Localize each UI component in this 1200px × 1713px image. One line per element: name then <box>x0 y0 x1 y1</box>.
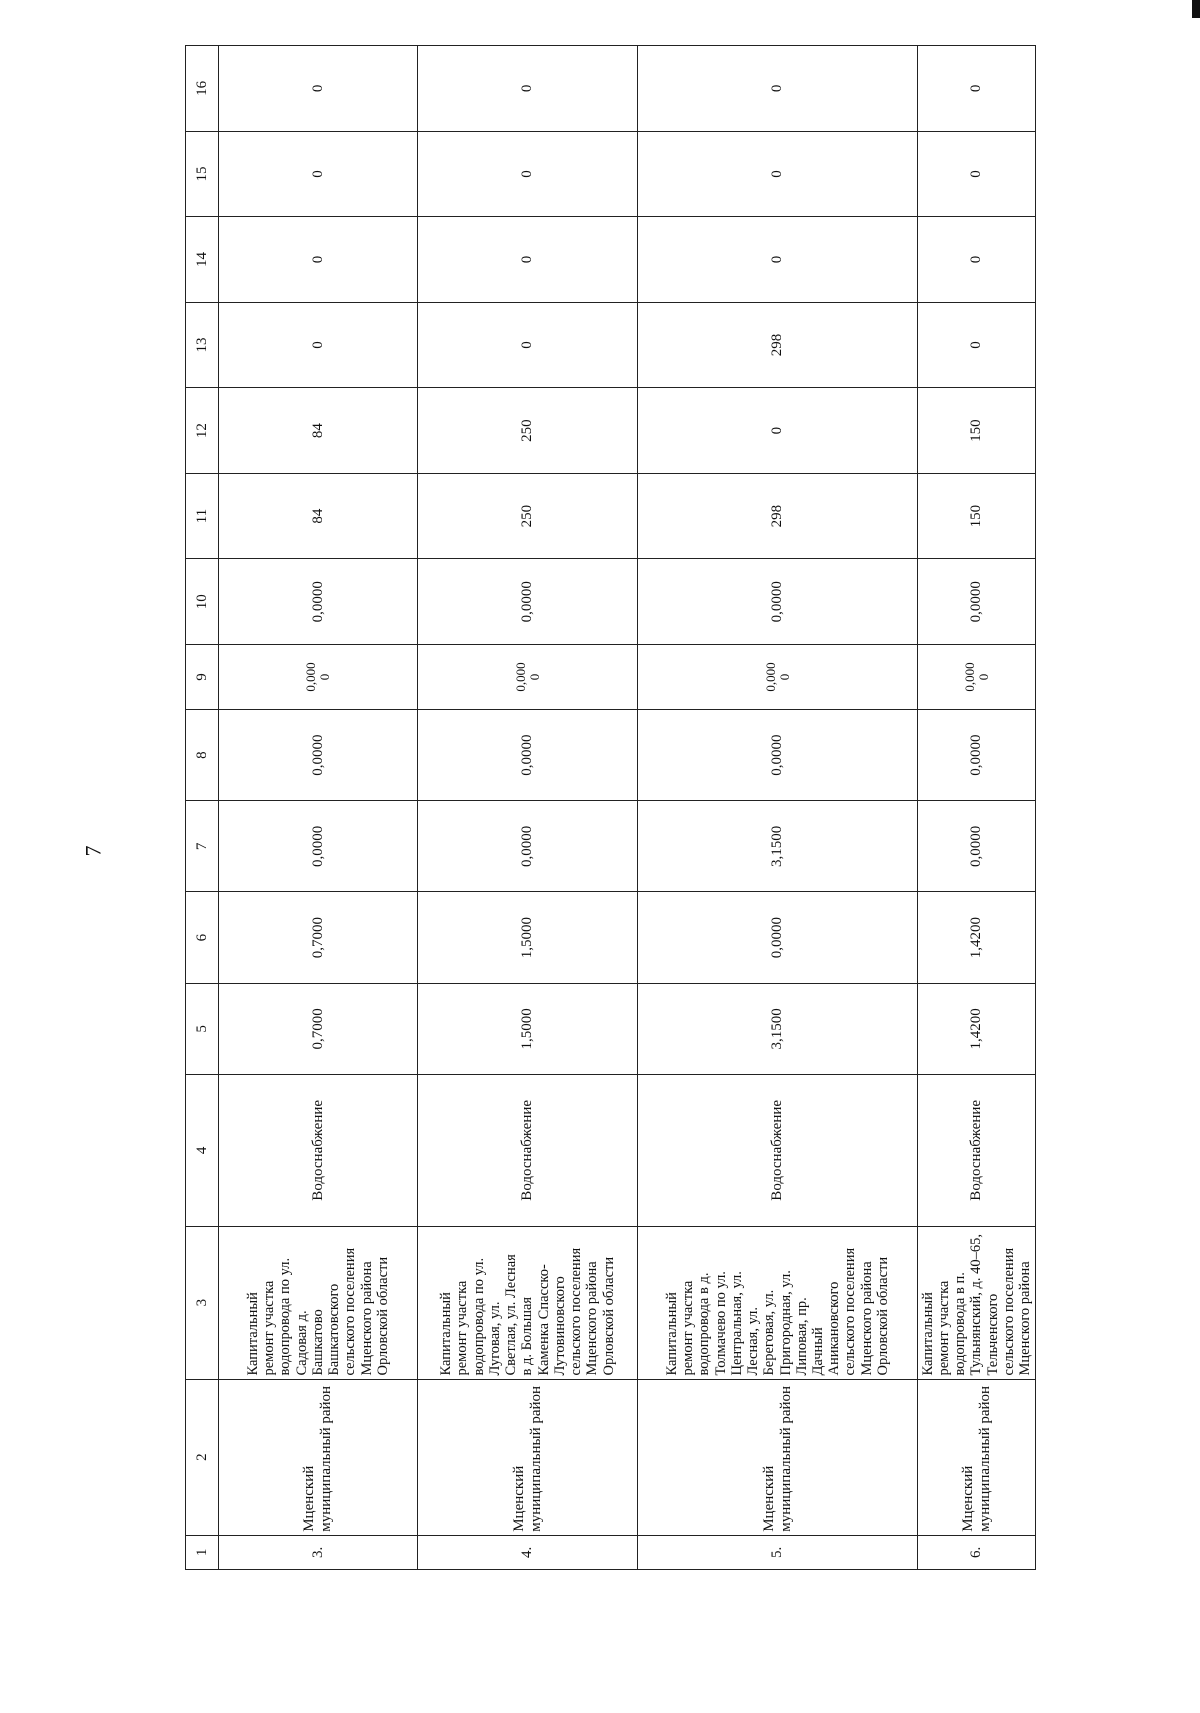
value-cell: 0 <box>418 46 638 132</box>
value-cell: 0 <box>219 217 418 303</box>
value-cell: 1,4200 <box>918 983 1036 1074</box>
value-cell: 1,5000 <box>418 892 638 983</box>
column-number-row <box>186 46 219 1570</box>
value-cell: 0,0000 <box>219 709 418 800</box>
value-cell: 0 <box>219 46 418 132</box>
rotated-table-container <box>185 45 1185 1570</box>
direction-cell: Водоснабжение <box>418 1074 638 1226</box>
value-cell: 0 <box>918 217 1036 303</box>
value-cell: 0,0000 <box>638 892 918 983</box>
value-cell: 0,0000 <box>219 801 418 892</box>
value-cell: 0,0000 <box>638 709 918 800</box>
object-name-cell: Капитальный ремонт участка водопровода в п. Тульнянский, д. 40–65, Тельченского сельского поселения Мценского района <box>918 1226 1036 1379</box>
value-cell: 0,000 0 <box>638 644 918 709</box>
value-cell: 0,0000 <box>918 709 1036 800</box>
district-cell: Мценский муниципальный район <box>638 1379 918 1535</box>
object-name-cell: Капитальный ремонт участка водопровода в д. Толмачево по ул. Центральная, ул. Лесная, ул. Береговая, ул. Пригородная, ул. Липовая, пр. Дачный Аникановского сельского поселения Мценского района Орловской области <box>638 1226 918 1379</box>
value-cell: 0,0000 <box>418 709 638 800</box>
value-cell: 0 <box>638 217 918 303</box>
district-cell: Мценский муниципальный район <box>918 1379 1036 1535</box>
value-cell: 0,7000 <box>219 983 418 1074</box>
column-number: 8 <box>186 709 219 800</box>
table-row <box>918 46 1036 1570</box>
value-cell: 250 <box>418 388 638 474</box>
page-number: 7 <box>80 845 106 857</box>
column-number: 5 <box>186 983 219 1074</box>
column-number: 3 <box>186 1226 219 1379</box>
water-supply-table <box>185 45 1036 1570</box>
column-number: 9 <box>186 644 219 709</box>
row-number: 4. <box>418 1535 638 1569</box>
value-cell: 0,0000 <box>219 559 418 645</box>
value-cell: 0,7000 <box>219 892 418 983</box>
value-cell: 0,000 0 <box>918 644 1036 709</box>
value-cell: 0 <box>918 46 1036 132</box>
column-number: 2 <box>186 1379 219 1535</box>
column-number: 14 <box>186 217 219 303</box>
table-row <box>638 46 918 1570</box>
value-cell: 298 <box>638 473 918 559</box>
value-cell: 84 <box>219 388 418 474</box>
table-row <box>418 46 638 1570</box>
direction-cell: Водоснабжение <box>219 1074 418 1226</box>
column-number: 11 <box>186 473 219 559</box>
value-cell: 0,000 0 <box>418 644 638 709</box>
column-number: 12 <box>186 388 219 474</box>
object-name-cell: Капитальный ремонт участка водопровода по ул. Садовая д. Башкатово Башкатовского сельского поселения Мценского района Орловской области <box>219 1226 418 1379</box>
column-number: 7 <box>186 801 219 892</box>
value-cell: 298 <box>638 302 918 388</box>
row-number: 3. <box>219 1535 418 1569</box>
value-cell: 0 <box>219 131 418 217</box>
value-cell: 0 <box>638 131 918 217</box>
value-cell: 0 <box>918 302 1036 388</box>
value-cell: 0,0000 <box>918 559 1036 645</box>
value-cell: 0 <box>219 302 418 388</box>
object-name-cell: Капитальный ремонт участка водопровода по ул. Луговая, ул. Светлая, ул. Лесная в д. Большая Каменка Спасско- Лутовиновского сельского поселения Мценского района Орловской области <box>418 1226 638 1379</box>
scan-corner-mark <box>1192 0 1200 18</box>
row-number: 6. <box>918 1535 1036 1569</box>
value-cell: 1,5000 <box>418 983 638 1074</box>
direction-cell: Водоснабжение <box>918 1074 1036 1226</box>
value-cell: 3,1500 <box>638 983 918 1074</box>
value-cell: 0,0000 <box>418 559 638 645</box>
column-number: 15 <box>186 131 219 217</box>
column-number: 1 <box>186 1535 219 1569</box>
value-cell: 0 <box>638 388 918 474</box>
district-cell: Мценский муниципальный район <box>418 1379 638 1535</box>
row-number: 5. <box>638 1535 918 1569</box>
column-number: 13 <box>186 302 219 388</box>
value-cell: 150 <box>918 388 1036 474</box>
value-cell: 0 <box>418 302 638 388</box>
value-cell: 0 <box>418 131 638 217</box>
value-cell: 0 <box>418 217 638 303</box>
column-number: 6 <box>186 892 219 983</box>
table-row <box>219 46 418 1570</box>
value-cell: 0 <box>918 131 1036 217</box>
value-cell: 0,0000 <box>418 801 638 892</box>
value-cell: 250 <box>418 473 638 559</box>
column-number: 10 <box>186 559 219 645</box>
direction-cell: Водоснабжение <box>638 1074 918 1226</box>
value-cell: 150 <box>918 473 1036 559</box>
value-cell: 0,0000 <box>638 559 918 645</box>
district-cell: Мценский муниципальный район <box>219 1379 418 1535</box>
value-cell: 0,0000 <box>918 801 1036 892</box>
value-cell: 84 <box>219 473 418 559</box>
column-number: 16 <box>186 46 219 132</box>
value-cell: 0 <box>638 46 918 132</box>
value-cell: 1,4200 <box>918 892 1036 983</box>
column-number: 4 <box>186 1074 219 1226</box>
value-cell: 3,1500 <box>638 801 918 892</box>
value-cell: 0,000 0 <box>219 644 418 709</box>
